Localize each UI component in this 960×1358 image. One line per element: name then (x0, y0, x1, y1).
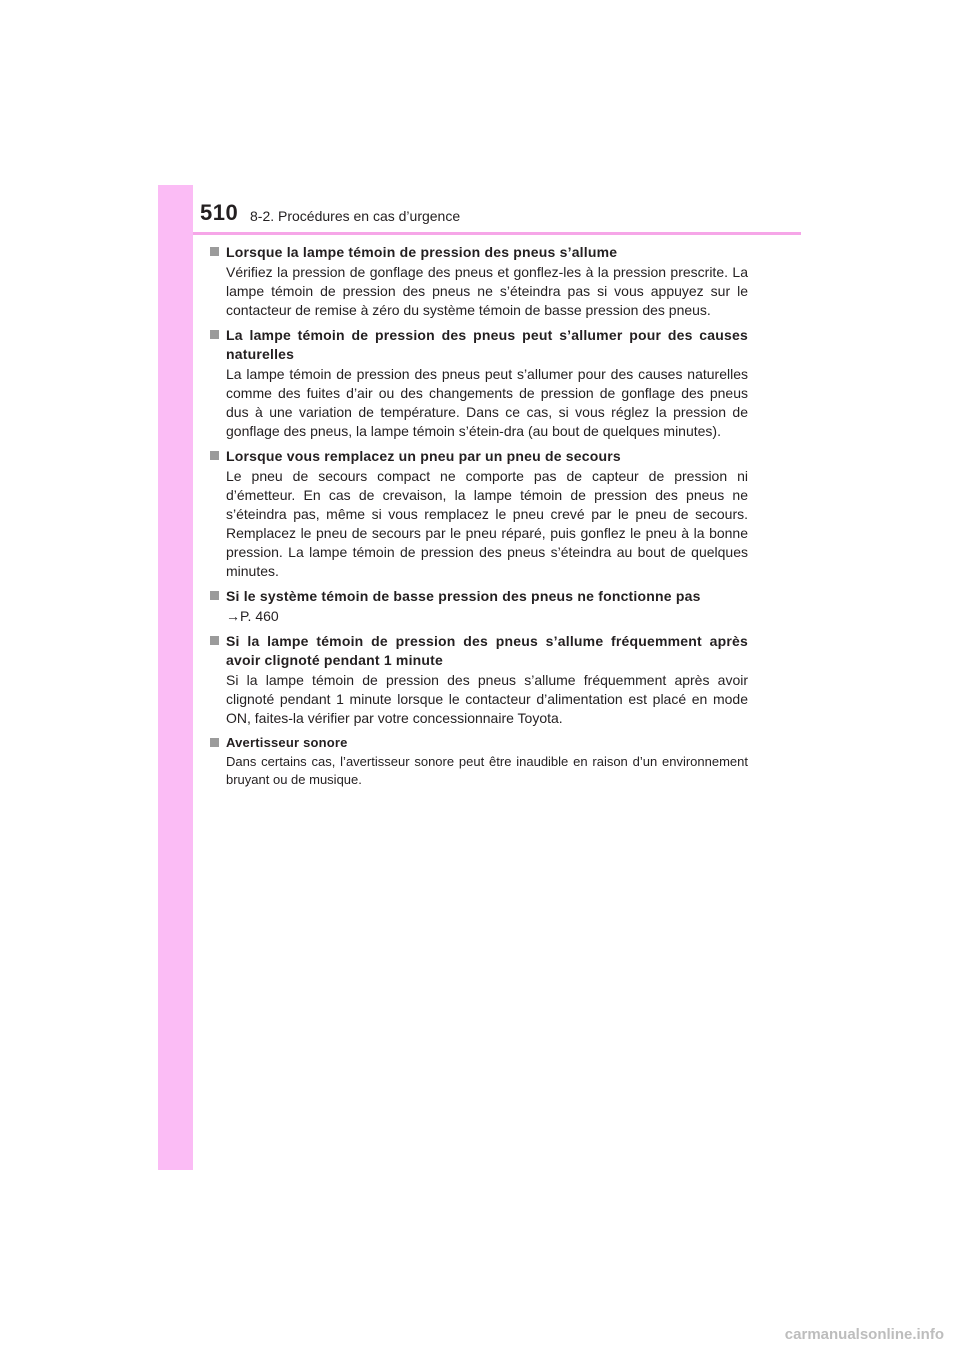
section-heading: Si la lampe témoin de pression des pneus s’allume fréquemment après avoir clignoté pendant 1 minute (226, 633, 748, 668)
section-title: 8-2. Procédures en cas d’urgence (250, 208, 461, 224)
section-body: Vérifiez la pression de gonflage des pneus et gonflez-les à la pression prescrite. La lampe témoin de pression des pneus ne s’éteindra pas si vous appuyez sur le contacteur de remise à zéro du système témoin de basse pression des pneus. (226, 264, 748, 318)
square-bullet-icon (210, 330, 219, 339)
section-spare-tire (210, 447, 748, 581)
section-body: Si la lampe témoin de pression des pneus s’allume fréquemment après avoir clignoté pendant 1 minute lorsque le contacteur d’alimentation est placé en mode ON, faites-la vérifier par votre concessionnaire Toyota. (226, 672, 748, 726)
watermark: carmanualsonline.info (784, 1326, 944, 1343)
square-bullet-icon (210, 738, 219, 747)
page-number: 510 (200, 200, 239, 225)
section-warning-light-on (210, 243, 748, 320)
page-content (210, 243, 748, 789)
section-body: Le pneu de secours compact ne comporte pas de capteur de pression ni d’émetteur. En cas de crevaison, la lampe témoin de pression des pneus ne s’éteindra pas, même si vous remplacez le pneu crevé par le pneu de secours. Remplacez le pneu de secours par le pneu réparé, puis gonflez le pneu à la bonne pression. La lampe témoin de pression des pneus s’éteindra au bout de quelques minutes. (226, 468, 748, 579)
section-heading: Si le système témoin de basse pression des pneus ne fonctionne pas (226, 588, 701, 604)
section-body: Dans certains cas, l’avertisseur sonore peut être inaudible en raison d’un environnement bruyant ou de musique. (226, 754, 748, 787)
square-bullet-icon (210, 636, 219, 645)
square-bullet-icon (210, 451, 219, 460)
section-system-malfunction (210, 587, 748, 626)
section-heading: Lorsque vous remplacez un pneu par un pneu de secours (226, 448, 621, 464)
chapter-tab-sidebar (158, 185, 193, 1170)
section-heading: La lampe témoin de pression des pneus peut s’allumer pour des causes naturelles (226, 327, 748, 362)
section-natural-causes (210, 326, 748, 441)
square-bullet-icon (210, 247, 219, 256)
square-bullet-icon (210, 591, 219, 600)
section-frequent-warning (210, 632, 748, 728)
section-heading: Avertisseur sonore (226, 735, 348, 750)
header-rule (193, 232, 801, 235)
section-buzzer (210, 734, 748, 789)
section-body: La lampe témoin de pression des pneus peut s’allumer pour des causes naturelles comme des fuites d’air ou des changements de pression de gonflage des pneus dus à une variation de température. Dans ce cas, si vous réglez la pression de gonflage des pneus, la lampe témoin s’étein-dra (au bout de quelques minutes). (226, 366, 748, 439)
section-heading: Lorsque la lampe témoin de pression des pneus s’allume (226, 244, 618, 260)
page-reference-link[interactable]: →P. 460 (226, 608, 279, 624)
